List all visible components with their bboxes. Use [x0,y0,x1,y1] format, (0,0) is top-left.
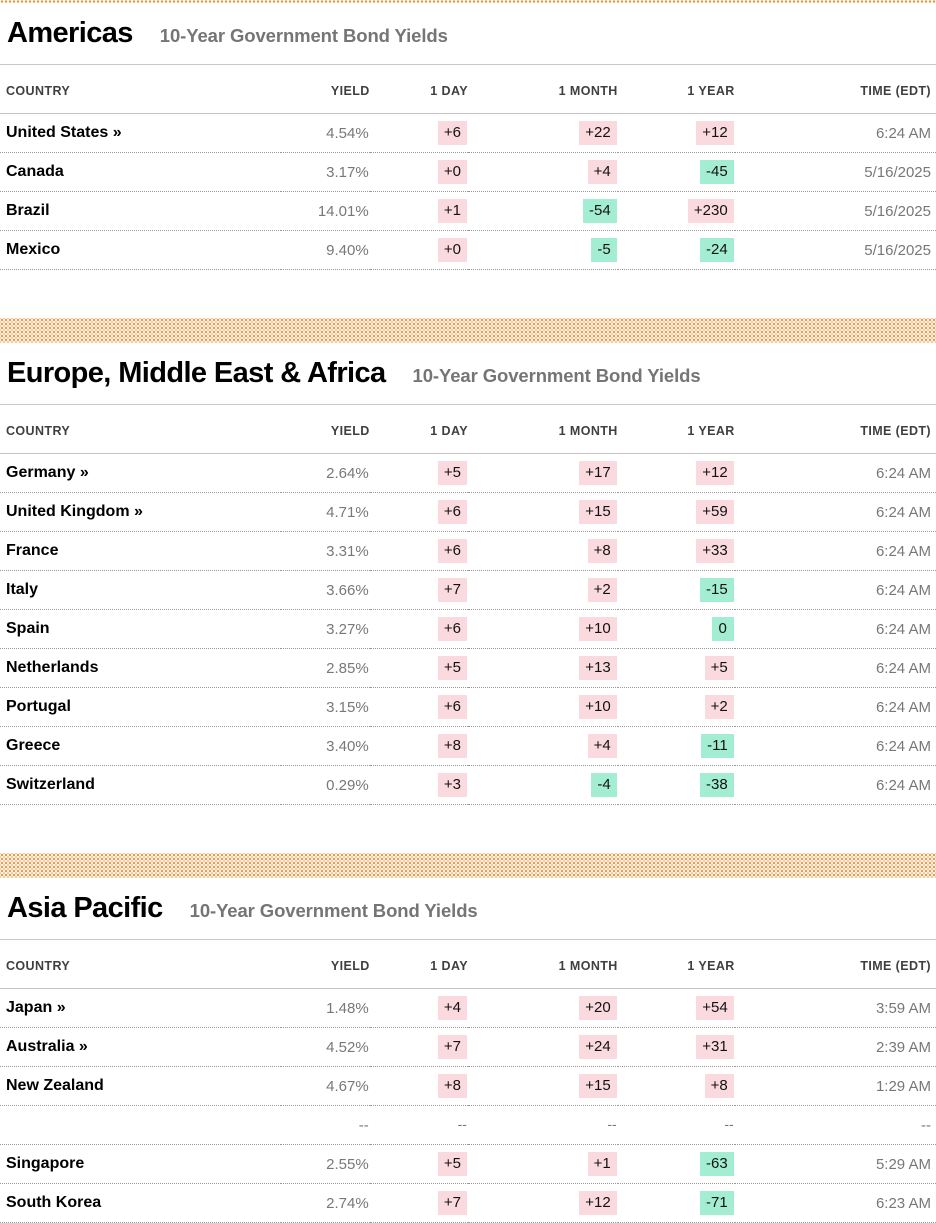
change-cell [618,989,735,1028]
time-value: 6:24 AM [735,493,936,532]
country-cell: Greece [0,727,281,766]
change-cell [370,1145,468,1184]
change-cell [618,153,735,192]
change-badge: +5 [438,1152,467,1176]
section-header [0,3,936,65]
change-badge: +4 [588,160,617,184]
orange-dotted-separator [0,318,936,343]
column-header-1day: 1 DAY [370,940,468,989]
change-cell [370,454,468,493]
section-title: Europe, Middle East & Africa [7,357,386,389]
change-cell [468,1145,618,1184]
change-badge: +2 [588,578,617,602]
country-cell: Netherlands [0,649,281,688]
bond-yields-table [0,940,936,1223]
change-badge: +59 [696,500,733,524]
change-cell [618,114,735,153]
change-badge: +12 [579,1191,616,1215]
change-cell [468,989,618,1028]
change-cell [370,688,468,727]
change-badge: +6 [438,121,467,145]
change-badge: +10 [579,617,616,641]
time-value: 6:24 AM [735,114,936,153]
change-cell [618,454,735,493]
section-emea [0,343,936,805]
change-badge: +4 [438,996,467,1020]
change-badge: -24 [700,238,734,262]
time-value: 6:24 AM [735,571,936,610]
change-cell [468,1028,618,1067]
column-header-1month: 1 MONTH [468,65,618,114]
change-badge: +8 [438,734,467,758]
section-asia-pacific [0,878,936,1223]
change-cell [468,532,618,571]
change-badge: +31 [696,1035,733,1059]
section-header [0,343,936,405]
time-value: 6:24 AM [735,688,936,727]
change-badge: +6 [438,539,467,563]
change-badge: +1 [588,1152,617,1176]
time-value: 6:24 AM [735,532,936,571]
time-value: 6:24 AM [735,610,936,649]
time-value: 5/16/2025 [735,231,936,270]
change-badge: +2 [705,695,734,719]
no-data-dash: -- [724,1116,734,1132]
table-row [0,610,936,649]
change-badge: +5 [438,656,467,680]
country-link[interactable]: Japan » [0,989,281,1028]
change-cell [370,1184,468,1223]
column-header-time: TIME (EDT) [735,940,936,989]
yield-value: 2.64% [281,454,370,493]
change-badge: +0 [438,238,467,262]
change-badge: -63 [700,1152,734,1176]
country-cell: Canada [0,153,281,192]
change-cell [618,1184,735,1223]
table-row [0,1145,936,1184]
change-badge: -45 [700,160,734,184]
change-cell [370,727,468,766]
country-link[interactable]: Australia » [0,1028,281,1067]
change-badge: 0 [712,617,734,641]
change-cell [468,114,618,153]
change-cell [370,532,468,571]
country-cell [0,1106,281,1145]
change-cell [370,610,468,649]
country-cell: Spain [0,610,281,649]
table-row [0,989,936,1028]
time-value: 1:29 AM [735,1067,936,1106]
change-badge: +15 [579,1074,616,1098]
change-cell [370,571,468,610]
table-row [0,1067,936,1106]
column-header-time: TIME (EDT) [735,65,936,114]
change-badge: +4 [588,734,617,758]
change-cell [468,766,618,805]
change-cell [618,493,735,532]
change-cell [370,766,468,805]
yield-value: 9.40% [281,231,370,270]
change-cell [618,610,735,649]
table-row [0,571,936,610]
column-header-1month: 1 MONTH [468,405,618,454]
change-cell [468,688,618,727]
country-cell: Brazil [0,192,281,231]
yield-value: 3.31% [281,532,370,571]
change-badge: +54 [696,996,733,1020]
country-cell: Mexico [0,231,281,270]
column-header-country: COUNTRY [0,940,281,989]
yield-value: 3.27% [281,610,370,649]
change-cell [468,231,618,270]
change-badge: -5 [591,238,616,262]
table-row [0,153,936,192]
change-cell [618,1028,735,1067]
change-cell [370,231,468,270]
no-data-dash: -- [457,1116,467,1132]
change-cell [468,727,618,766]
yield-value: 14.01% [281,192,370,231]
time-value: 6:23 AM [735,1184,936,1223]
yield-value: 2.85% [281,649,370,688]
yield-value: 3.15% [281,688,370,727]
change-cell [618,231,735,270]
time-value: 3:59 AM [735,989,936,1028]
change-badge: +13 [579,656,616,680]
change-badge: +7 [438,578,467,602]
change-cell [468,153,618,192]
change-badge: +22 [579,121,616,145]
change-badge: -38 [700,773,734,797]
change-badge: +6 [438,500,467,524]
table-row [0,493,936,532]
section-subtitle: 10-Year Government Bond Yields [412,365,701,386]
no-data-dash: -- [607,1116,617,1132]
change-cell [618,192,735,231]
change-cell [618,688,735,727]
change-badge: +12 [696,121,733,145]
change-badge: +33 [696,539,733,563]
section-title: Americas [7,17,133,49]
change-cell [618,1145,735,1184]
section-subtitle: 10-Year Government Bond Yields [189,900,478,921]
change-cell [370,1028,468,1067]
table-row [0,532,936,571]
country-cell: Singapore [0,1145,281,1184]
time-value: -- [735,1106,936,1145]
yield-value: 4.67% [281,1067,370,1106]
time-value: 6:24 AM [735,727,936,766]
country-cell: France [0,532,281,571]
column-header-yield: YIELD [281,940,370,989]
time-value: 5/16/2025 [735,192,936,231]
table-row [0,454,936,493]
change-badge: +7 [438,1035,467,1059]
table-row [0,1184,936,1223]
table-row [0,231,936,270]
change-badge: +0 [438,160,467,184]
table-row [0,114,936,153]
table-row [0,688,936,727]
change-badge: +8 [705,1074,734,1098]
column-header-yield: YIELD [281,405,370,454]
yield-value: 0.29% [281,766,370,805]
change-badge: +24 [579,1035,616,1059]
yield-value: 3.66% [281,571,370,610]
bond-yields-table [0,65,936,270]
change-badge: +3 [438,773,467,797]
yield-value: 1.48% [281,989,370,1028]
orange-dotted-separator [0,853,936,878]
change-badge: +5 [438,461,467,485]
country-cell: Italy [0,571,281,610]
column-header-1year: 1 YEAR [618,405,735,454]
change-badge: +10 [579,695,616,719]
column-header-1month: 1 MONTH [468,940,618,989]
country-link[interactable]: United Kingdom » [0,493,281,532]
change-cell [468,192,618,231]
column-header-1year: 1 YEAR [618,940,735,989]
change-cell [468,649,618,688]
table-header-row [0,405,936,454]
change-cell [468,1106,618,1145]
change-cell [370,649,468,688]
change-badge: +5 [705,656,734,680]
country-cell: South Korea [0,1184,281,1223]
change-badge: +8 [438,1074,467,1098]
change-cell [468,610,618,649]
change-badge: +1 [438,199,467,223]
country-cell: Switzerland [0,766,281,805]
time-value: 6:24 AM [735,454,936,493]
section-subtitle: 10-Year Government Bond Yields [159,25,448,46]
column-header-1day: 1 DAY [370,65,468,114]
column-header-1year: 1 YEAR [618,65,735,114]
change-badge: -54 [583,199,617,223]
table-header-row [0,65,936,114]
column-header-1day: 1 DAY [370,405,468,454]
time-value: 2:39 AM [735,1028,936,1067]
change-badge: +12 [696,461,733,485]
table-row [0,766,936,805]
change-badge: -71 [700,1191,734,1215]
yield-value: 3.17% [281,153,370,192]
change-cell [618,1067,735,1106]
column-header-yield: YIELD [281,65,370,114]
change-cell [618,649,735,688]
section-header [0,878,936,940]
table-row [0,192,936,231]
yield-value: 2.74% [281,1184,370,1223]
change-badge: +8 [588,539,617,563]
change-cell [468,1184,618,1223]
change-badge: +17 [579,461,616,485]
change-cell [370,493,468,532]
time-value: 5:29 AM [735,1145,936,1184]
change-cell [370,114,468,153]
change-badge: +15 [579,500,616,524]
column-header-country: COUNTRY [0,405,281,454]
section-title: Asia Pacific [7,892,163,924]
change-cell [370,1106,468,1145]
column-header-time: TIME (EDT) [735,405,936,454]
country-link[interactable]: United States » [0,114,281,153]
yield-value: 3.40% [281,727,370,766]
column-header-country: COUNTRY [0,65,281,114]
change-cell [618,1106,735,1145]
table-row [0,727,936,766]
table-header-row [0,940,936,989]
change-cell [370,1067,468,1106]
yield-value: 4.54% [281,114,370,153]
table-row [0,649,936,688]
change-cell [618,571,735,610]
table-row [0,1028,936,1067]
change-badge: -11 [701,734,734,758]
change-badge: -4 [591,773,616,797]
change-cell [618,727,735,766]
yield-value: 4.71% [281,493,370,532]
yield-value: 4.52% [281,1028,370,1067]
bond-yields-table [0,405,936,805]
time-value: 6:24 AM [735,649,936,688]
change-cell [468,571,618,610]
change-cell [370,192,468,231]
change-badge: +6 [438,695,467,719]
time-value: 6:24 AM [735,766,936,805]
country-cell: Portugal [0,688,281,727]
yield-value: -- [281,1106,370,1145]
change-badge: +230 [688,199,734,223]
change-cell [370,989,468,1028]
change-badge: -15 [700,578,734,602]
change-cell [618,532,735,571]
change-cell [468,454,618,493]
change-badge: +7 [438,1191,467,1215]
yield-value: 2.55% [281,1145,370,1184]
change-cell [468,1067,618,1106]
change-cell [618,766,735,805]
table-row [0,1106,936,1145]
section-americas [0,3,936,270]
change-badge: +6 [438,617,467,641]
change-cell [370,153,468,192]
country-cell: New Zealand [0,1067,281,1106]
change-cell [468,493,618,532]
time-value: 5/16/2025 [735,153,936,192]
change-badge: +20 [579,996,616,1020]
country-link[interactable]: Germany » [0,454,281,493]
